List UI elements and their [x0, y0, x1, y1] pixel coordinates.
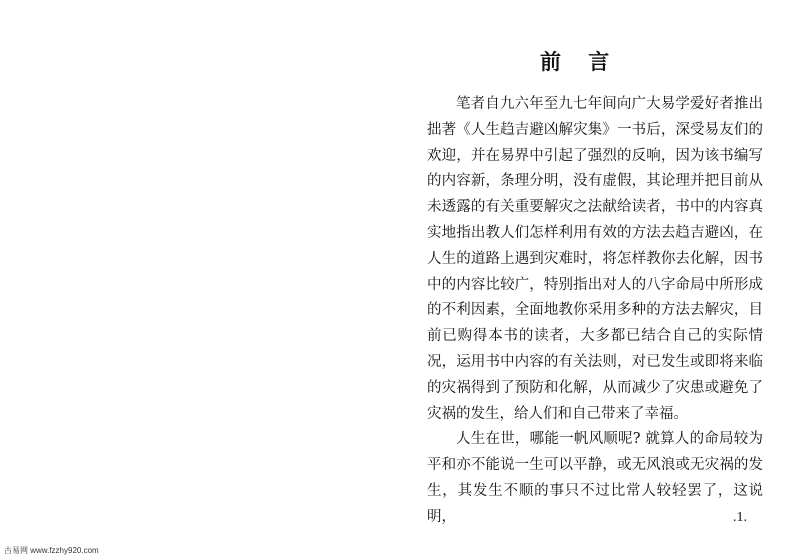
page-title: 前 言 — [540, 49, 620, 74]
page-number: .1. — [733, 510, 747, 525]
watermark-text: 古易网 www.fzzhy920.com — [4, 546, 99, 555]
preface-body — [427, 92, 763, 531]
paragraph-2: 人生在世，哪能一帆风顺呢? 就算人的命局较为平和亦不能说一生可以平静，或无风浪或无灾祸的发生，其发生不顺的事只不过比常人较轻罢了，这说明， — [427, 431, 763, 525]
paragraph-1: 笔者自九六年至九七年间向广大易学爱好者推出拙著《人生趋吉避凶解灾集》一书后，深受易友们的欢迎，并在易界中引起了强烈的反响，因为该书编写的内容新，条理分明，没有虚假，其论理并把目前从未透露的有关重要解灾之法献给读者，书中的内容真实地指出教人们怎样利用有效的方法去趋吉避凶，在人生的道路上遇到灾难时，将怎样教你去化解，因书中的内容比较广，特别指出对人的八字命局中所形成的不利因素，全面地教你采用多种的方法去解灾，目前已购得本书的读者，大多都已结合自己的实际情况，运用书中内容的有关法则，对已发生或即将来临的灾祸得到了预防和化解，从而减少了灾患或避免了灾祸的发生，给人们和自己带来了幸福。 — [427, 96, 763, 422]
